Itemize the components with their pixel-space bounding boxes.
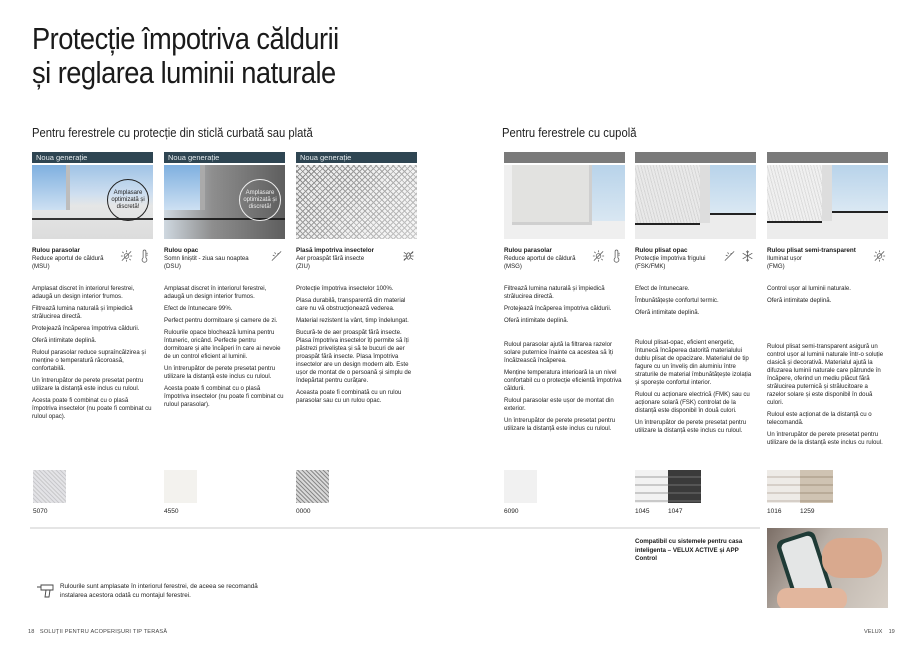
sun-block-icon [592, 249, 605, 263]
swatch-group-ziu: 0000 [296, 470, 329, 515]
product-description: Efect de întunecare. Îmbunătățește confortul termic. Oferă intimitate deplină. Ruloul plisat-opac, eficient energetic, întunecă încăperea datorită materialului dublu plisat de opacizare. Materialul de tip fagure cu un înveliș din aluminiu între straturile de material îmbunătățește izolația și sporește confortul interior. Ruloul cu acționare electrică (FMK) sau cu acționare solară (FSK) controlat de la distanță este disponibil în două culori. Un întrerupător de perete presetat pentru utilizare la distanță este inclus cu ruloul. [635, 285, 752, 434]
product-photo-fmg [767, 165, 888, 239]
thermometer-icon [610, 249, 623, 263]
smart-home-compat-text: Compatibil cu sistemele pentru casa inteligenta – VELUX ACTIVE și APP Control [635, 538, 743, 562]
overlay-circle: Amplasare optimizată și discretă! [239, 179, 281, 221]
product-photo-dsu [164, 165, 285, 239]
color-swatch [767, 470, 800, 503]
product-heading: Rulou plisat opac Protecție împotriva frigului (FSK/FMK) [635, 247, 756, 281]
page-title: Protecție împotriva căldurii și reglarea luminii naturale [32, 21, 339, 90]
divider [30, 527, 760, 529]
page-number-right: 19 [888, 629, 895, 635]
footer-right [864, 629, 895, 635]
product-description: Protecție împotriva insectelor 100%. Plasa durabilă, transparentă din material care nu vă obstrucționează vederea. Material rezistent la vânt, timp îndelungat. Bucură-te de aer proaspăt fără insecte. Plasa împotriva insectelor îți permite să îți păstrezi priveliștea și să te bucuri de aer proaspăt fără insecte. Plasa împotriva insectelor are un design modern alb. Este ușor de montat de o persoană și simplu de îndepărtat pentru curățare. Aceasta poate fi combinată cu un rulou parasolar sau cu un rulou opac. [296, 285, 412, 404]
product-column-msu [32, 152, 153, 425]
swatch-group-dsu: 4550 [164, 470, 197, 515]
section-title-flat: Pentru ferestrele cu protecție din sticlă curbată sau plată [32, 126, 313, 140]
product-column-fmg [767, 152, 888, 451]
color-swatch [668, 470, 701, 503]
new-generation-badge: Noua generație [296, 152, 417, 163]
page-number-left: 18 [28, 629, 35, 635]
swatch-group-msu: 5070 [33, 470, 66, 515]
swatch-group-fsk-fmk: 1045 1047 [635, 470, 701, 515]
brand-label: VELUX [864, 629, 883, 635]
new-generation-badge: Noua generație [32, 152, 153, 163]
new-generation-badge: Noua generație [164, 152, 285, 163]
product-description: Amplasat discret în interiorul ferestrei, adaugă un design interior frumos. Efect de întunecare 99%. Perfect pentru dormitoare și camere de zi. Rulourile opace blochează lumina pentru întuneric, oricând. Perfecte pentru dormitoare și alte încăperi în care ai nevoie de un control eficient al luminii. Un întrerupător de perete presetat pentru utilizare la distanță este inclus cu ruloul. Acesta poate fi combinat cu o plasă împotriva insectelor (nu poate fi combinat cu ruloul parasolar). [164, 285, 284, 408]
footer-section-title: SOLUȚII PENTRU ACOPERIȘURI TIP TERASĂ [39, 629, 168, 635]
thermometer-icon [138, 249, 151, 263]
header-bar [635, 152, 756, 163]
product-column-dsu [164, 152, 285, 413]
drill-icon [36, 583, 56, 599]
blackout-icon [270, 249, 283, 263]
product-column-ziu [296, 152, 417, 409]
snowflake-icon [741, 249, 754, 263]
product-photo-msu [32, 165, 153, 239]
product-photo-ziu [296, 165, 417, 239]
insect-icon [402, 249, 415, 263]
product-description: Control ușor al luminii naturale. Oferă intimitate deplină. Ruloul plisat semi-transparent asigură un control ușor al luminii naturale într-o soluție clasică și decorativă. Materialul ajută la difuzarea luminii naturale care pătrunde în încăpere, oferind un mediu plăcut fără strălucirea puternică și strălucitoare a razelor solare și este disponibil în două culori. Ruloul este acționat de la distanță cu o telecomandă. Un întrerupător de perete presetat pentru utilizare de la distanță este inclus cu ruloul. [767, 285, 884, 446]
sun-block-icon [120, 249, 133, 263]
swatch-group-msg: 6090 [504, 470, 537, 515]
footer-left [28, 629, 167, 635]
sun-block-icon [873, 249, 886, 263]
product-column-msg [504, 152, 625, 437]
product-heading: Rulou plisat semi-transparent Iluminat ușor (FMG) [767, 247, 888, 281]
product-photo-msg [504, 165, 625, 239]
header-bar [504, 152, 625, 163]
installation-note: Rulourile sunt amplasate în interiorul ferestrei, de aceea se recomandă instalarea acestora odată cu montajul ferestrei. [60, 583, 258, 599]
color-swatch [164, 470, 197, 503]
product-description: Filtrează lumina naturală și împiedică strălucirea directă. Protejează încăperea împotriva căldurii. Oferă intimitate deplină. Ruloul parasolar ajută la filtrarea razelor solare puternice înainte ca acestea să îți încălzească încăperea. Menține temperatura interioară la un nivel confortabil cu o protecție eficientă împotriva căldurii. Ruloul parasolar este ușor de montat din exterior. Un întrerupător de perete presetat pentru utilizare la distanță este inclus cu ruloul. [504, 285, 622, 432]
color-swatch [635, 470, 668, 503]
product-heading: Rulou parasolar Reduce aportul de căldură (MSG) [504, 247, 625, 281]
product-description: Amplasat discret în interiorul ferestrei, adaugă un design interior frumos. Filtrează lumina naturală și împiedică strălucirea directă. Protejează încăperea împotriva căldurii. Oferă intimitate deplină. Ruloul parasolar reduce supraîncălzirea și menține o temperatură răcoroasă, confortabilă. Un întrerupător de perete presetat pentru utilizare la distanță este inclus cu ruloul. Acesta poate fi combinat cu o plasă împotriva insectelor (nu poate fi combinat cu ruloul opac). [32, 285, 152, 420]
phone-app-photo [767, 528, 888, 608]
product-heading: Rulou parasolar Reduce aportul de căldură (MSU) [32, 247, 153, 281]
color-swatch [800, 470, 833, 503]
overlay-circle: Amplasare optimizată și discretă! [107, 179, 149, 221]
product-heading: Plasă împotriva insectelor Aer proaspăt fără insecte (ZIU) [296, 247, 417, 281]
product-column-fsk-fmk [635, 152, 756, 439]
header-bar [767, 152, 888, 163]
product-heading: Rulou opac Somn liniștit - ziua sau noaptea (DSU) [164, 247, 285, 281]
product-photo-fsk-fmk [635, 165, 756, 239]
swatch-group-fmg: 1016 1259 [767, 470, 833, 515]
color-swatch [296, 470, 329, 503]
color-swatch [504, 470, 537, 503]
blackout-icon [723, 249, 736, 263]
color-swatch [33, 470, 66, 503]
section-title-dome: Pentru ferestrele cu cupolă [502, 126, 637, 140]
